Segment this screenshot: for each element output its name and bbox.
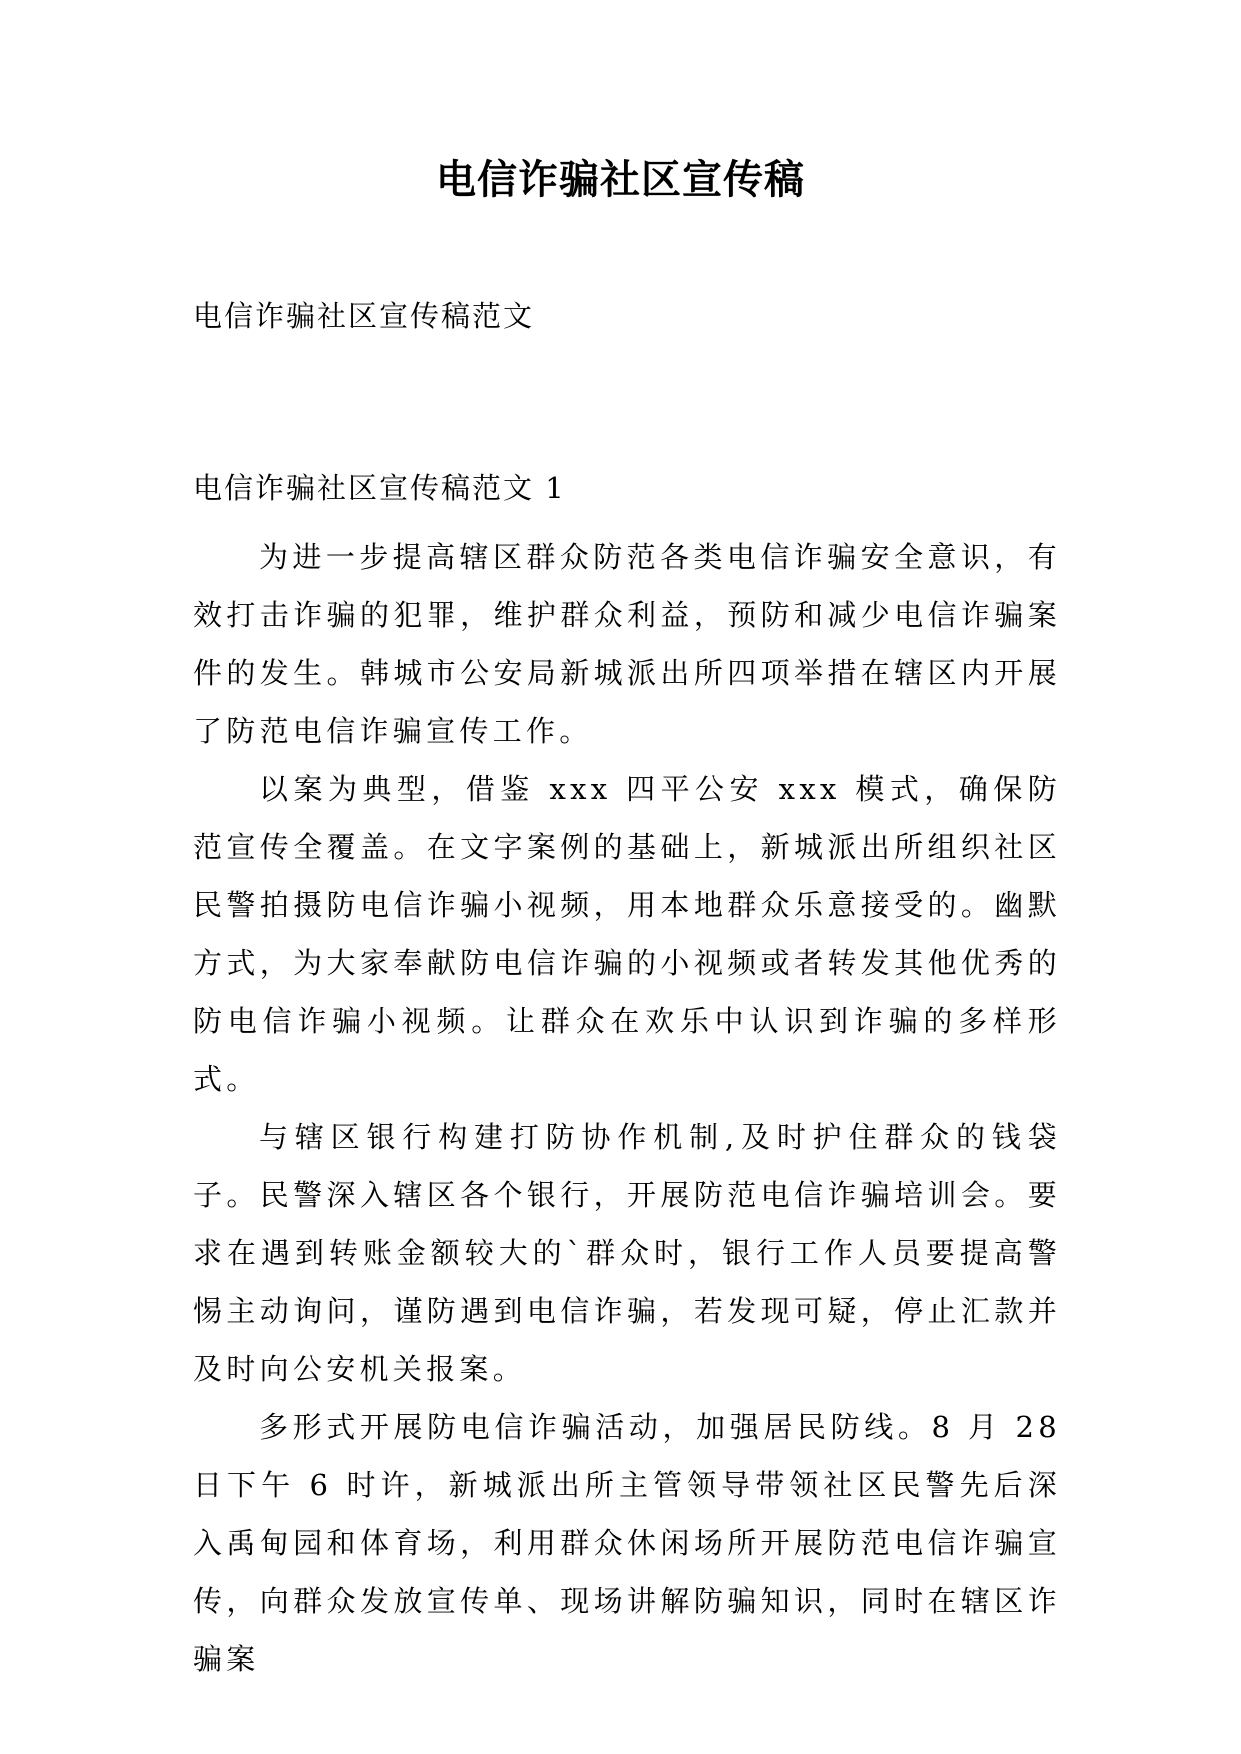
document-body xyxy=(193,528,1061,1688)
body-paragraph: 以案为典型，借鉴 xxx 四平公安 xxx 模式，确保防范宣传全覆盖。在文字案例的基础上，新城派出所组织社区民警拍摄防电信诈骗小视频，用本地群众乐意接受的。幽默方式，为大家奉献防电信诈骗的小视频或者转发其他优秀的防电信诈骗小视频。让群众在欢乐中认识到诈骗的多样形式。 xyxy=(193,772,1061,1096)
body-paragraph: 多形式开展防电信诈骗活动，加强居民防线。8 月 28 日下午 6 时许，新城派出所主管领导带领社区民警先后深入禹甸园和体育场，利用群众休闲场所开展防范电信诈骗宣传，向群众发放宣传单、现场讲解防骗知识，同时在辖区诈骗案 xyxy=(193,1410,1061,1676)
section-heading: 电信诈骗社区宣传稿范文 1 xyxy=(193,471,566,505)
body-paragraph: 与辖区银行构建打防协作机制,及时护住群众的钱袋子。民警深入辖区各个银行，开展防范电信诈骗培训会。要求在遇到转账金额较大的`群众时，银行工作人员要提高警惕主动询问，谨防遇到电信诈骗，若发现可疑，停止汇款并及时向公安机关报案。 xyxy=(193,1120,1061,1386)
document-subtitle: 电信诈骗社区宣传稿范文 xyxy=(193,299,535,333)
body-paragraph: 为进一步提高辖区群众防范各类电信诈骗安全意识，有效打击诈骗的犯罪，维护群众利益，预防和减少电信诈骗案件的发生。韩城市公安局新城派出所四项举措在辖区内开展了防范电信诈骗宣传工作。 xyxy=(193,540,1061,748)
document-title: 电信诈骗社区宣传稿 xyxy=(436,157,805,203)
